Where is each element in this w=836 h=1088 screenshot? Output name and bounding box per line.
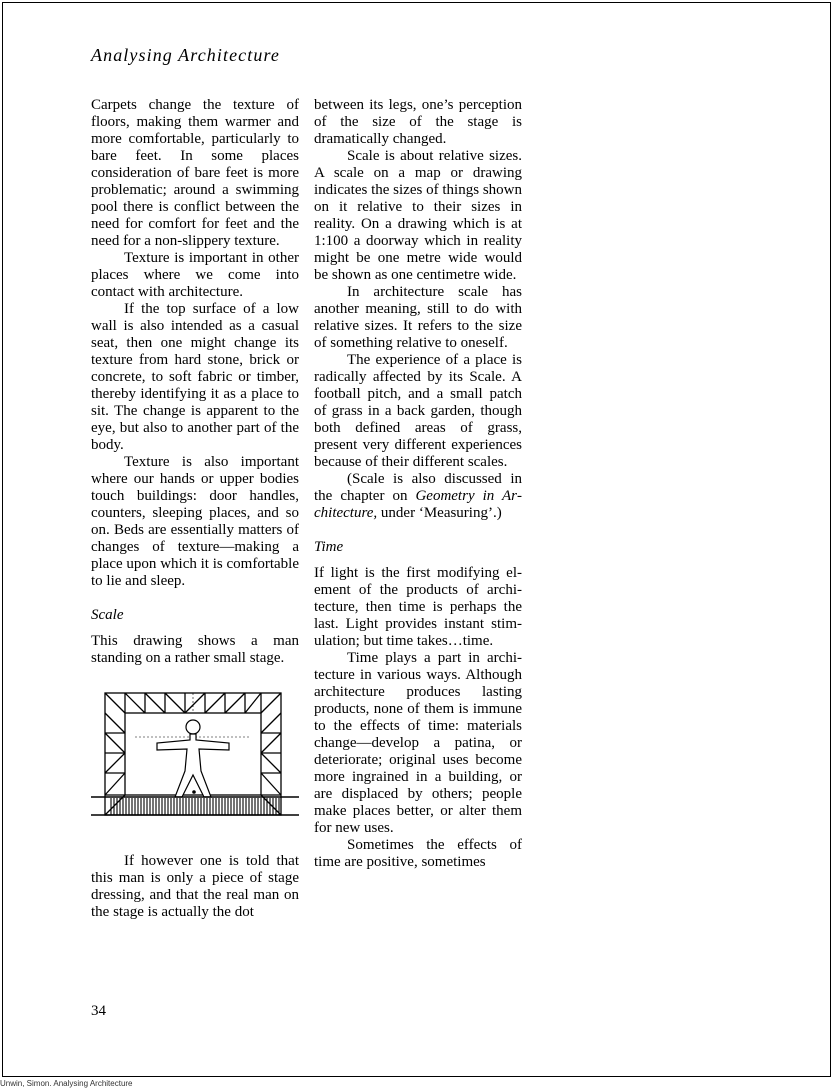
paragraph [314,471,522,522]
right-column [314,97,522,871]
section-heading-time: Time [314,539,344,555]
stage-drawing [91,689,299,829]
paragraph: This drawing shows a man standing on a rather small stage. [91,633,299,666]
stage-front-hatching [111,798,279,815]
paragraph: If light is the first modifying element of the products of architecture, then time is perhaps the last. Light provides instant stimulation; but time takes…time. [314,565,522,649]
paragraph: between its legs, one’s perception of the size of the stage is dramatically changed. [314,97,522,147]
running-head: Analysing Architecture [91,45,280,65]
paragraph: Sometimes the effects of time are positive, sometimes [314,837,522,870]
footer-note: Unwin, Simon. Analysing Architecture [0,1079,133,1088]
paragraph: Texture is important in other places where we come into contact with architecture. [91,250,299,300]
cross-reference-text: under ‘Measuring’.) [377,505,502,521]
stage-figure [91,689,299,829]
paragraph: In architecture scale has another meaning, still to do with relative sizes. It refers to the size of something relative to oneself. [314,284,522,351]
paragraph: Time plays a part in architecture in various ways. Although architecture produces lasting products, none of them is immune to the effects of time: materials change—develop a patina, or deteriorate; original uses become more ingrained in a building, or are displaced by others; people make places better, or alter them for new uses. [314,650,522,836]
paragraph: If the top surface of a low wall is also intended as a casual seat, then one might change its texture from hard stone, brick or concrete, to soft fabric or timber, thereby identifying it as a place to sit. The change is apparent to the eye, but also to another part of the body. [91,301,299,453]
real-man-dot [192,790,196,794]
left-column [91,97,299,921]
paragraph: The experience of a place is radically affected by its Scale. A football pitch, and a small patch of grass in a back garden, though both defined areas of grass, present very different experiences because of their different scales. [314,352,522,470]
page-number: 34 [91,1003,106,1019]
chapter-title: Geometry in Architecture, [314,488,522,521]
section-heading-scale: Scale [91,607,124,623]
paragraph: Scale is about relative sizes. A scale on a map or drawing indicates the sizes of things shown on it relative to their sizes in reality. On a drawing which is at 1:100 a doorway which in reality might be one metre wide would be shown as one centimetre wide. [314,148,522,283]
paragraph: If however one is told that this man is only a piece of stage dressing, and that the real man on the stage is actually the dot [91,853,299,920]
paragraph: Texture is also important where our hands or upper bodies touch buildings: door handles, counters, sleeping places, and so on. Beds are essentially matters of changes of texture—making a place upon which it is comfortable to lie and sleep. [91,454,299,589]
paragraph: Carpets change the texture of floors, making them warmer and more comfortable, particularly to bare feet. In some places consideration of bare feet is more problematic; around a swimming pool there is conflict between the need for comfort for feet and the need for a non-slippery texture. [91,97,299,249]
man-figure [157,720,229,797]
cross-reference-text: (Scale is also discussed in the chapter on [314,471,522,504]
